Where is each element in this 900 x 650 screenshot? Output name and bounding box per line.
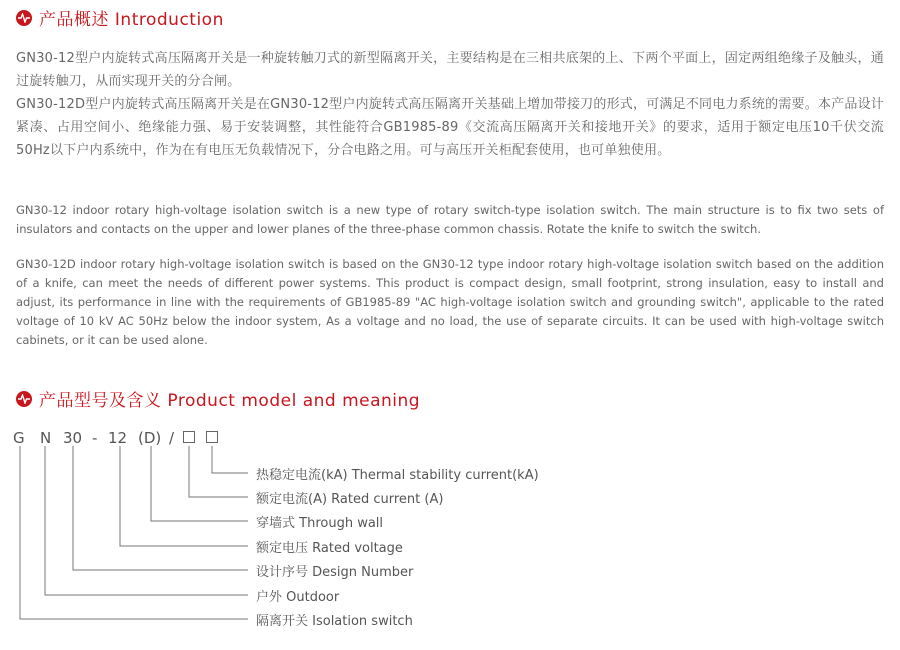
introduction-heading <box>16 5 224 30</box>
model-code-slash: / <box>169 429 175 447</box>
introduction-title: 产品概述 Introduction <box>39 10 224 30</box>
intro-en-paragraph-2: GN30-12D indoor rotary high-voltage isolation switch is based on the GN30-12 type indoor rotary high-voltage isolation switch based on the addition of a knife, can meet the needs of different power systems. This product is compact design, small footprint, strong insulation, easy to install and adjust, its performance in line with the requirements of GB1985-89 "AC high-voltage isolation switch and grounding switch", applicable to the rated voltage of 10 kV AC 50Hz below the indoor system, As a voltage and no load, the use of separate circuits. It can be used with high-voltage switch cabinets, or it can be used alone. <box>16 257 884 347</box>
model-label-rated-voltage: 额定电压 Rated voltage <box>256 541 403 556</box>
intro-en-paragraph-1: GN30-12 indoor rotary high-voltage isolation switch is a new type of rotary switch-type isolation switch. The main structure is to fix two sets of insulators and contacts on the upper and lower planes of the three-phase common chassis. Rotate the knife to switch the switch. <box>16 203 884 236</box>
model-label-design-number: 设计序号 Design Number <box>256 565 414 580</box>
model-label-outdoor: 户外 Outdoor <box>256 590 340 605</box>
intro-zh-paragraph-1: GN30-12型户内旋转式高压隔离开关是一种旋转触刀式的新型隔离开关，主要结构是在三相共底架的上、下两个平面上，固定两组绝缘子及触头，通过旋转触刀，从而实现开关的分合闸。 <box>16 51 884 89</box>
model-code-n: N <box>40 429 52 447</box>
pulse-icon <box>16 391 32 407</box>
model-title: 产品型号及含义 Product model and meaning <box>39 391 421 411</box>
model-bracket-lines <box>0 440 260 640</box>
model-code-dash: - <box>92 429 98 447</box>
model-label-isolation-switch: 隔离开关 Isolation switch <box>256 614 413 629</box>
model-code-g: G <box>13 429 25 447</box>
model-label-thermal-current: 热稳定电流(kA) Thermal stability current(kA) <box>256 468 539 483</box>
model-label-rated-current: 额定电流(A) Rated current (A) <box>256 492 444 507</box>
pulse-icon <box>16 10 32 26</box>
model-code-30: 30 <box>63 429 83 447</box>
model-label-through-wall: 穿墙式 Through wall <box>256 516 384 531</box>
intro-zh-paragraph-2: GN30-12D型户内旋转式高压隔离开关是在GN30-12型户内旋转式高压隔离开关基础上增加带接刀的形式，可满足不同电力系统的需要。本产品设计紧凑、占用空间小、绝缘能力强、易于安装调整，其性能符合GB1985-89《交流高压隔离开关和接地开关》的要求，适用于额定电压10千伏交流50Hz以下户内系统中，作为在有电压无负载情况下，分合电路之用。可与高压开关柜配套使用，也可单独使用。 <box>16 97 884 158</box>
model-code-d: (D) <box>138 429 162 447</box>
model-heading <box>16 386 420 411</box>
model-code-12: 12 <box>108 429 128 447</box>
